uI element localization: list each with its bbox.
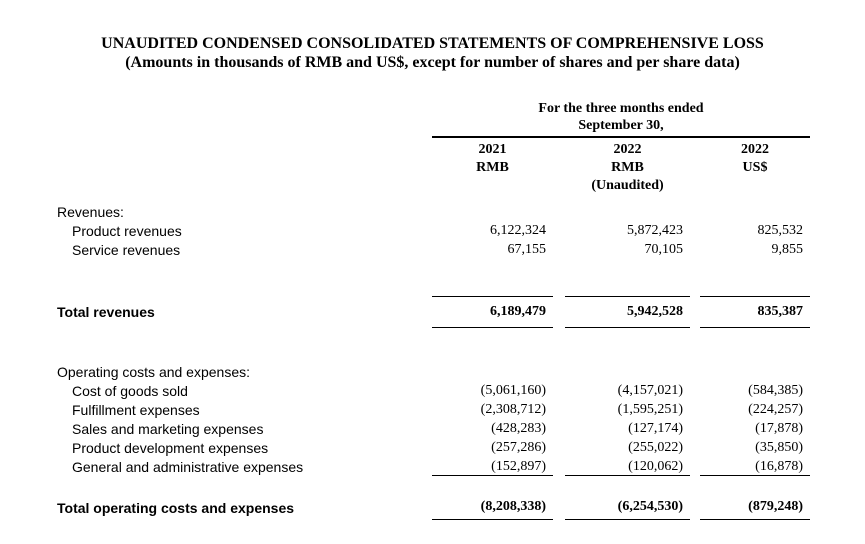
cell-2021-rmb: (8,208,338) bbox=[432, 496, 553, 519]
cell-2022-usd bbox=[700, 361, 810, 380]
row-label: Product development expenses bbox=[72, 440, 269, 456]
financial-table bbox=[0, 100, 865, 520]
row-label: Operating costs and expenses: bbox=[57, 364, 251, 380]
cell-2022-usd: (16,878) bbox=[700, 456, 810, 475]
row-sales-marketing-expenses bbox=[0, 418, 865, 437]
cell-2022-rmb: 70,105 bbox=[644, 242, 683, 257]
column-currency: RMB bbox=[476, 160, 509, 175]
cell-2022-usd bbox=[700, 201, 810, 220]
cell-2022-rmb: (6,254,530) bbox=[565, 496, 690, 519]
row-label: General and administrative expenses bbox=[72, 459, 304, 475]
row-operating-costs-header bbox=[0, 361, 865, 380]
page-subtitle: (Amounts in thousands of RMB and US$, except for number of shares and per share data) bbox=[125, 54, 740, 71]
cell-2022-usd: (879,248) bbox=[700, 496, 810, 519]
column-currency: US$ bbox=[742, 160, 768, 175]
row-label: Total operating costs and expenses bbox=[57, 499, 295, 516]
row-total-revenues bbox=[0, 296, 865, 327]
cell-2022-rmb bbox=[565, 361, 690, 380]
row-label: Service revenues bbox=[72, 242, 181, 258]
row-revenues-header bbox=[0, 201, 865, 220]
column-year: 2022 bbox=[741, 142, 769, 157]
cell-2021-rmb: (152,897) bbox=[432, 456, 553, 475]
cell-2021-rmb: 67,155 bbox=[507, 242, 546, 257]
period-header-row bbox=[0, 100, 865, 137]
row-product-development-expenses bbox=[0, 437, 865, 456]
cell-2022-usd: (584,385) bbox=[748, 383, 803, 398]
cell-2022-rmb: (1,595,251) bbox=[617, 402, 683, 417]
row-label: Revenues: bbox=[57, 204, 124, 220]
page-title: UNAUDITED CONDENSED CONSOLIDATED STATEMENTS OF COMPREHENSIVE LOSS bbox=[101, 35, 764, 52]
column-header-2022-rmb bbox=[565, 137, 690, 201]
column-header-2022-usd bbox=[700, 137, 810, 201]
column-year: 2022 bbox=[613, 142, 642, 157]
row-fulfillment-expenses bbox=[0, 399, 865, 418]
cell-2022-usd: 835,387 bbox=[700, 296, 810, 327]
cell-2021-rmb bbox=[432, 201, 553, 220]
row-label: Sales and marketing expenses bbox=[72, 421, 264, 437]
row-label: Product revenues bbox=[72, 223, 182, 239]
column-year: 2021 bbox=[478, 142, 507, 157]
column-note: (Unaudited) bbox=[591, 178, 664, 193]
cell-2021-rmb: (428,283) bbox=[491, 421, 546, 436]
cell-2021-rmb: (5,061,160) bbox=[480, 383, 546, 398]
cell-2022-rmb: 5,942,528 bbox=[565, 296, 690, 327]
cell-2021-rmb: 6,122,324 bbox=[490, 223, 546, 238]
column-header-2021-rmb bbox=[432, 137, 553, 201]
column-header-row bbox=[0, 137, 865, 201]
cell-2022-usd: (35,850) bbox=[755, 440, 803, 455]
cell-2022-rmb: (255,022) bbox=[628, 440, 683, 455]
cell-2022-rmb: (4,157,021) bbox=[617, 383, 683, 398]
cell-2022-usd: 825,532 bbox=[757, 223, 803, 238]
cell-2021-rmb: (2,308,712) bbox=[480, 402, 546, 417]
cell-2022-usd: 9,855 bbox=[771, 242, 803, 257]
cell-2022-usd: (17,878) bbox=[755, 421, 803, 436]
cell-2021-rmb bbox=[432, 361, 553, 380]
title-block bbox=[0, 34, 865, 72]
row-total-operating-costs bbox=[0, 496, 865, 519]
row-product-revenues bbox=[0, 220, 865, 239]
period-header-line1: For the three months ended bbox=[538, 101, 704, 116]
cell-2021-rmb: (257,286) bbox=[491, 440, 546, 455]
row-general-admin-expenses bbox=[0, 456, 865, 475]
row-label: Total revenues bbox=[57, 303, 155, 320]
cell-2022-rmb: (127,174) bbox=[628, 421, 683, 436]
row-cost-of-goods-sold bbox=[0, 380, 865, 399]
cell-2022-usd: (224,257) bbox=[748, 402, 803, 417]
cell-2022-rmb: 5,872,423 bbox=[627, 223, 683, 238]
row-label: Fulfillment expenses bbox=[72, 402, 200, 418]
cell-2022-rmb bbox=[565, 201, 690, 220]
cell-2022-rmb: (120,062) bbox=[565, 456, 690, 475]
column-currency: RMB bbox=[611, 160, 644, 175]
row-service-revenues bbox=[0, 239, 865, 258]
row-label: Cost of goods sold bbox=[72, 383, 188, 399]
period-header-line2: September 30, bbox=[578, 118, 664, 133]
spacer bbox=[0, 327, 865, 361]
cell-2021-rmb: 6,189,479 bbox=[432, 296, 553, 327]
spacer bbox=[0, 258, 865, 296]
period-header bbox=[432, 100, 810, 137]
spacer bbox=[0, 475, 865, 496]
